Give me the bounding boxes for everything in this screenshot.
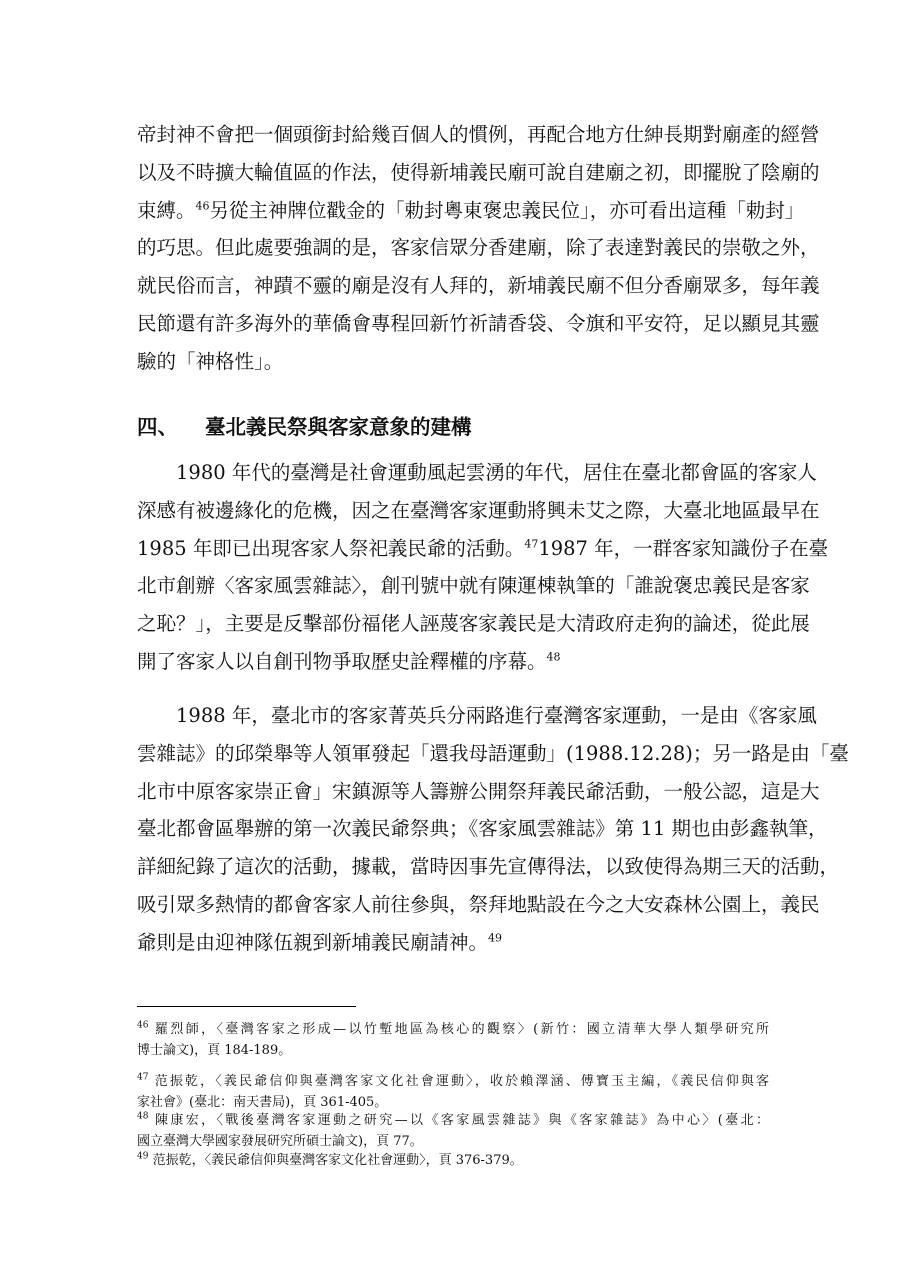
text-line [137, 192, 805, 230]
footnote-text: 范振乾，〈義民爺信仰與臺灣客家文化社會運動〉，頁 376-379。 [152, 1153, 523, 1168]
text-segment: 1987 年，一群客家知識份子在臺 [538, 536, 829, 560]
footnote-text: 范振乾，〈義民爺信仰與臺灣客家文化社會運動〉，收於賴澤涵、傅寶玉主編，《義民信仰與客 [154, 1074, 769, 1089]
footnote-line: 博士論文)，頁 184-189。 [137, 1043, 292, 1058]
footnote-separator [137, 1006, 356, 1007]
footnote-line: 國立臺灣大學國家發展研究所碩士論文)，頁 77。 [137, 1134, 423, 1149]
text-segment: 另從主神牌位戳金的「勅封粵東褒忠義民位」，亦可看出這種「勅封」 [209, 198, 805, 222]
text-line: 驗的「神格性」。 [137, 349, 284, 373]
footnote-47 [137, 1071, 769, 1113]
footnote-text: 陳康宏，〈戰後臺灣客家運動之研究—以《客家風雲雜誌》與《客家雜誌》為中心〉(臺北： [154, 1113, 769, 1128]
text-line: 北市創辦〈客家風雲雜誌〉，創刊號中就有陳運棟執筆的「誰說褒忠義民是客家 [137, 574, 810, 598]
footnote-number: 49 [137, 1151, 149, 1162]
footnote-line [137, 1150, 769, 1171]
paragraph-2 [137, 454, 829, 681]
section-title: 臺北義民祭與客家意象的建構 [205, 415, 472, 439]
text-segment: 束縛。 [137, 198, 196, 222]
text-line: 吸引眾多熱情的都會客家人前往參與，祭拜地點設在今之大安森林公園上，義民 [137, 892, 820, 916]
footnote-line [137, 1110, 769, 1131]
paragraph-1 [137, 116, 820, 381]
footnote-ref-48[interactable]: 48 [546, 650, 561, 664]
footnote-line [137, 1019, 769, 1040]
footnote-line: 家社會》(臺北：南天書局)，頁 361-405。 [137, 1095, 388, 1110]
text-line: 北市中原客家崇正會」宋鎮源等人籌辦公開祭拜義民爺活動，一般公認，這是大 [137, 779, 820, 803]
text-segment: 開了客家人以自創刊物爭取歷史詮釋權的序幕。 [137, 649, 547, 673]
text-line: 臺北都會區舉辦的第一次義民爺祭典；《客家風雲雜誌》第 11 期也由彭鑫執筆， [137, 817, 828, 841]
text-line: 的巧思。但此處要強調的是，客家信眾分香建廟，除了表達對義民的崇敬之外， [137, 236, 820, 260]
text-line: 就民俗而言，神蹟不靈的廟是沒有人拜的，新埔義民廟不但分香廟眾多，每年義 [137, 274, 820, 298]
text-line: 深感有被邊緣化的危機，因之在臺灣客家運動將興未艾之際，大臺北地區最早在 [137, 498, 820, 522]
text-line: 以及不時擴大輪值區的作法，使得新埔義民廟可說自建廟之初，即擺脫了陰廟的 [137, 160, 820, 184]
text-line: 詳細紀錄了這次的活動，據載，當時因事先宣傳得法，以致使得為期三天的活動， [137, 855, 840, 879]
text-line: 1980 年代的臺灣是社會運動風起雲湧的年代，居住在臺北都會區的客家人 [176, 461, 817, 484]
footnote-number: 46 [137, 1020, 149, 1031]
footnote-46 [137, 1019, 769, 1061]
footnote-49 [137, 1150, 769, 1171]
footnote-number: 48 [137, 1111, 149, 1122]
text-segment: 爺則是由迎神隊伍親到新埔義民廟請神。 [137, 930, 489, 954]
text-line: 民節還有許多海外的華僑會專程回新竹祈請香袋、令旗和平安符，足以顯見其靈 [137, 311, 820, 335]
footnote-line [137, 1071, 769, 1092]
footnote-number: 47 [137, 1072, 149, 1083]
text-line [137, 643, 769, 681]
text-line [137, 530, 829, 568]
footnote-text: 羅烈師，〈臺灣客家之形成—以竹塹地區為核心的觀察〉(新竹：國立清華大學人類學研究所 [154, 1022, 769, 1037]
text-line: 帝封神不會把一個頭銜封給幾百個人的慣例，再配合地方仕紳長期對廟產的經營 [137, 123, 820, 146]
text-line: 之恥？」，主要是反擊部份福佬人誣蔑客家義民是大清政府走狗的論述，從此展 [137, 612, 810, 636]
footnote-48 [137, 1110, 769, 1152]
section-number: 四、 [137, 415, 178, 439]
footnote-ref-49[interactable]: 49 [488, 931, 503, 945]
text-segment: 1985 年即已出現客家人祭祀義民爺的活動。 [137, 536, 525, 560]
footnote-ref-46[interactable]: 46 [195, 199, 210, 213]
text-line: 雲雜誌》的邱榮舉等人領軍發起「還我母語運動」(1988.12.28)；另一路是由「臺 [137, 741, 849, 765]
section-heading [137, 410, 472, 440]
text-line [137, 924, 769, 962]
paragraph-3 [137, 697, 849, 962]
text-line: 1988 年，臺北市的客家菁英兵分兩路進行臺灣客家運動，一是由《客家風 [176, 704, 817, 727]
footnote-ref-47[interactable]: 47 [524, 537, 539, 551]
